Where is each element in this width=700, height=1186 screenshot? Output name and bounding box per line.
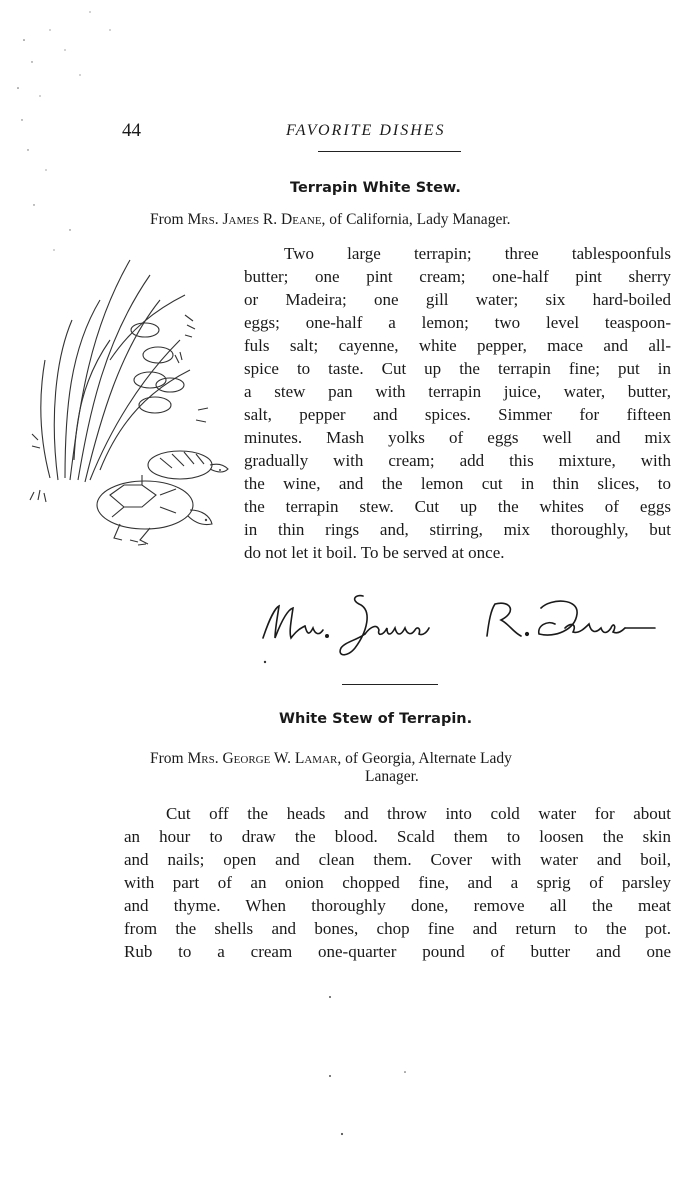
text-line: the wine, and the lemon cut in thin slices, to	[244, 474, 671, 493]
text-line: spice to taste. Cut up the terrapin fine; put in	[244, 359, 671, 378]
attribution-suffix: , of California, Lady Manager.	[321, 211, 511, 228]
attribution-honorific: Mrs.	[187, 211, 219, 228]
text-line: the terrapin stew. Cut up the whites of eggs	[244, 497, 671, 516]
text-line: and nails; open and clean them. Cover with water and boil,	[124, 850, 671, 869]
text-line: salt, pepper and spices. Simmer for fifteen	[244, 405, 671, 424]
text-line: with part of an onion chopped fine, and a sprig of parsley	[124, 873, 671, 892]
attribution-suffix: , of Georgia, Alternate Lady	[337, 750, 512, 767]
attribution-continuation: Lanager.	[365, 768, 419, 785]
text-line: a stew pan with terrapin juice, water, butter,	[244, 382, 671, 401]
text-line: or Madeira; one gill water; six hard-boiled	[244, 290, 671, 309]
text-line: fuls salt; cayenne, white pepper, mace and all-	[244, 336, 671, 355]
attribution-prefix: From	[150, 211, 188, 228]
text-line: Rub to a cream one-quarter pound of butter and one	[124, 942, 671, 961]
recipe-title: White Stew of Terrapin.	[279, 711, 473, 727]
attribution-name: James R. Deane	[222, 211, 322, 228]
text-line: do not let it boil. To be served at once.	[244, 543, 505, 562]
text-line: minutes. Mash yolks of eggs well and mix	[244, 428, 671, 447]
page-number: 44	[122, 120, 141, 141]
attribution-prefix: From	[150, 750, 188, 767]
text-line: in thin rings and, stirring, mix thoroughly, but	[244, 520, 671, 539]
text-line: and thyme. When thoroughly done, remove all the meat	[124, 896, 671, 915]
text-line: from the shells and bones, chop fine and return to the pot.	[124, 919, 671, 938]
running-head: FAVORITE DISHES	[286, 122, 446, 139]
text-line: eggs; one-half a lemon; two level teaspoon-	[244, 313, 671, 332]
attribution-name: George W. Lamar	[222, 750, 338, 767]
text-line: an hour to draw the blood. Scald them to loosen the skin	[124, 827, 671, 846]
text-line: butter; one pint cream; one-half pint sherry	[244, 267, 671, 286]
text-line: gradually with cream; add this mixture, with	[244, 451, 671, 470]
recipe-title: Terrapin White Stew.	[290, 180, 461, 196]
text-line: Cut off the heads and throw into cold water for about	[166, 804, 671, 823]
text-line: Two large terrapin; three tablespoonfuls	[284, 244, 671, 263]
attribution-honorific: Mrs.	[187, 750, 219, 767]
